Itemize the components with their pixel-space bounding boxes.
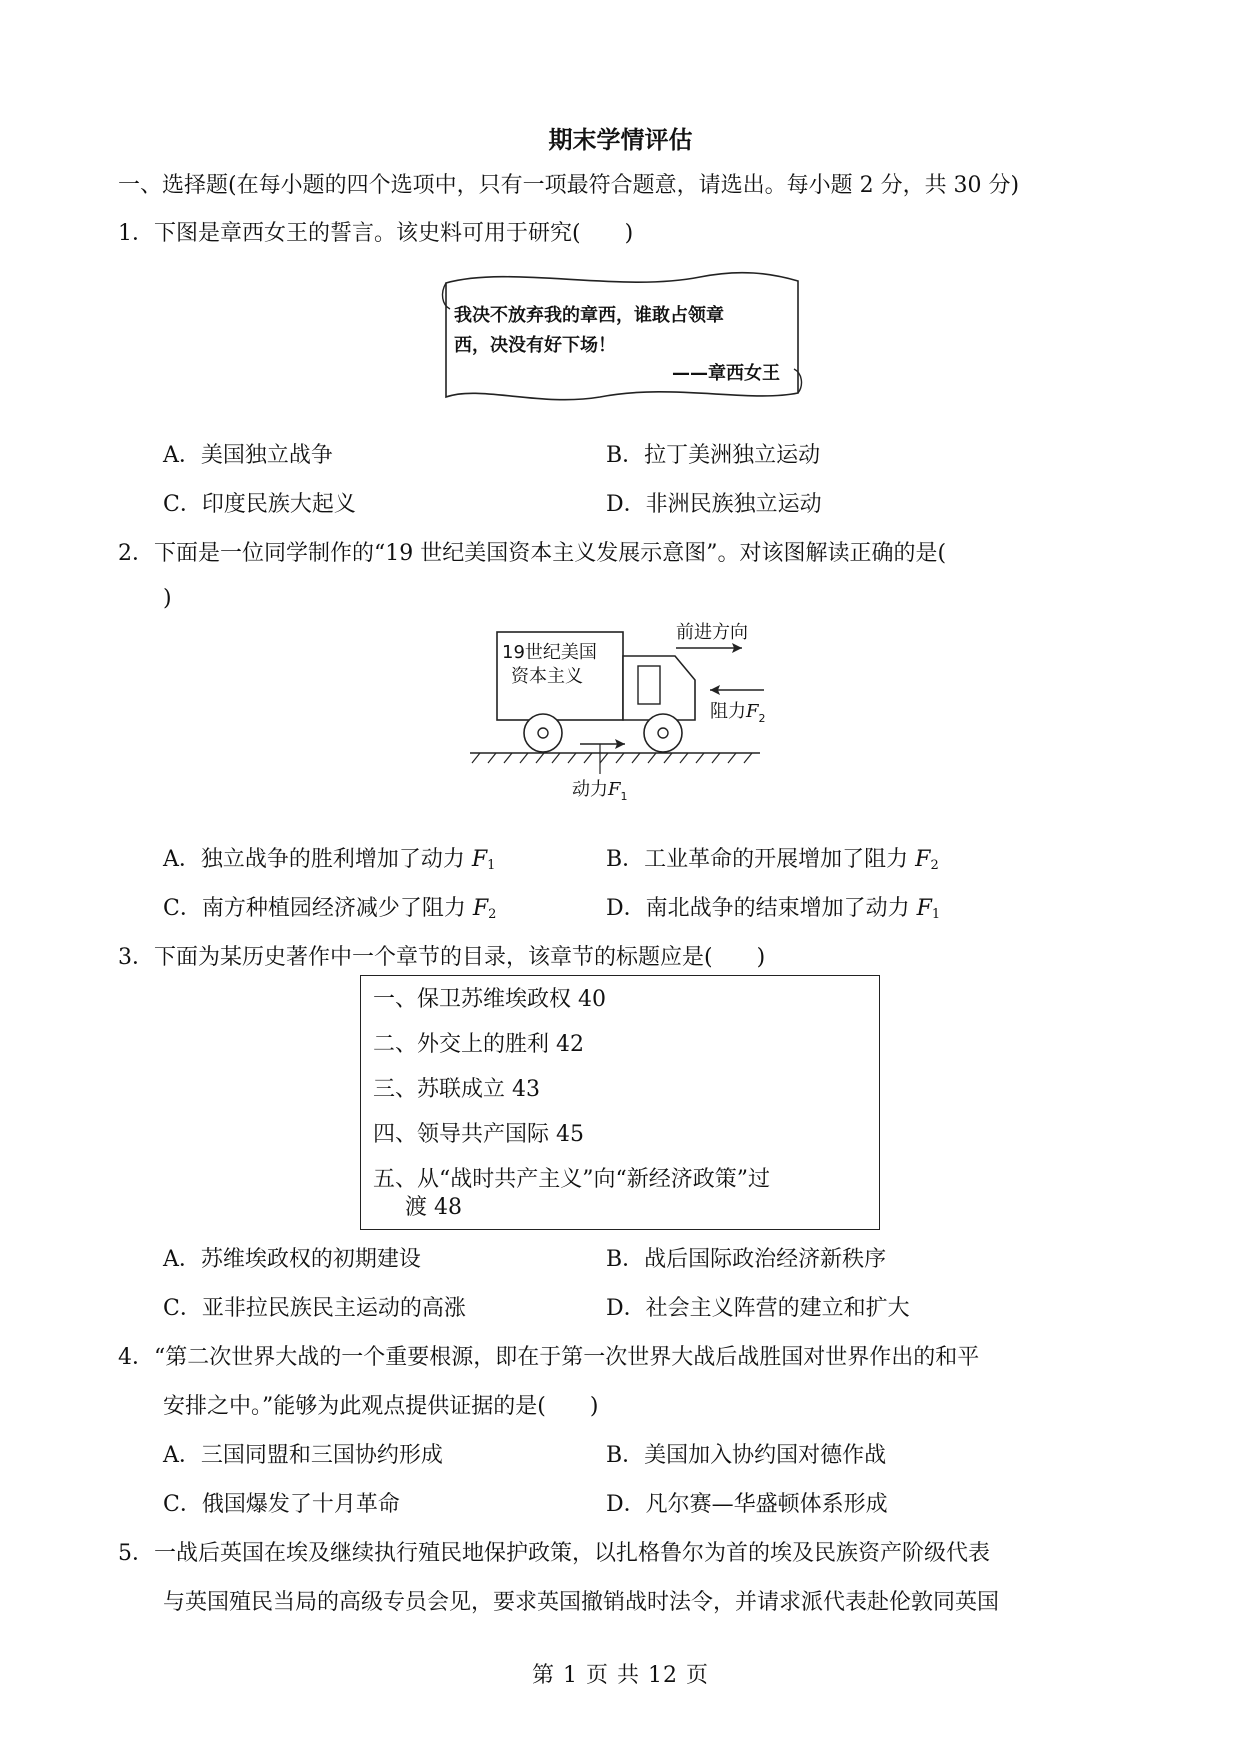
q2-option-b[interactable]: B．工业革命的开展增加了阻力 $F_2$ <box>606 847 939 873</box>
question-5-stem: 5．一战后英国在埃及继续执行殖民地保护政策，以扎格鲁尔为首的埃及民族资产阶级代表 <box>118 1541 991 1566</box>
scroll-attribution: ——章西女王 <box>672 363 780 384</box>
q4-option-a[interactable]: A．三国同盟和三国协约形成 <box>163 1443 443 1468</box>
truck-label-line-2: 资本主义 <box>511 666 583 687</box>
resistance-label: 阻力$F_2$ <box>710 701 766 725</box>
q4-option-d[interactable]: D．凡尔赛—华盛顿体系形成 <box>606 1492 888 1517</box>
q3-table-of-contents <box>360 975 880 1230</box>
q3-option-a[interactable]: A．苏维埃政权的初期建设 <box>163 1247 421 1272</box>
section-heading: 一、选择题(在每小题的四个选项中，只有一项最符合题意，请选出。每小题 2 分，共 30 分) <box>118 173 1020 198</box>
page-title: 期末学情评估 <box>548 125 693 154</box>
page-footer: 第 1 页 共 12 页 <box>532 1663 709 1688</box>
question-3-stem: 3．下面为某历史著作中一个章节的目录，该章节的标题应是( ) <box>118 945 766 970</box>
question-2-stem: 2．下面是一位同学制作的“19 世纪美国资本主义发展示意图”。对该图解读正确的是( <box>118 541 947 566</box>
q4-option-c[interactable]: C．俄国爆发了十月革命 <box>163 1492 400 1517</box>
q1-option-d[interactable]: D．非洲民族独立运动 <box>606 492 822 517</box>
q1-scroll-figure <box>440 265 805 415</box>
question-4-stem-line-2: 安排之中。”能够为此观点提供证据的是( ) <box>163 1394 599 1419</box>
q3-option-b[interactable]: B．战后国际政治经济新秩序 <box>606 1247 887 1272</box>
toc-item: 四、领导共产国际 45 <box>373 1122 584 1147</box>
question-2-stem-tail: ) <box>163 586 172 611</box>
q2-option-a[interactable]: A．独立战争的胜利增加了动力 $F_1$ <box>163 847 496 873</box>
question-5-stem-line-2: 与英国殖民当局的高级专员会见，要求英国撤销战时法令，并请求派代表赴伦敦同英国 <box>163 1590 1000 1615</box>
q2-option-c[interactable]: C．南方种植园经济减少了阻力 $F_2$ <box>163 896 497 922</box>
toc-item: 三、苏联成立 43 <box>373 1077 540 1102</box>
forward-direction-label: 前进方向 <box>676 622 748 643</box>
question-1-stem: 1．下图是章西女王的誓言。该史料可用于研究( ) <box>118 221 634 246</box>
toc-item: 一、保卫苏维埃政权 40 <box>373 987 606 1012</box>
toc-item-continuation: 渡 48 <box>405 1195 462 1220</box>
q1-option-a[interactable]: A．美国独立战争 <box>163 443 333 468</box>
q3-option-c[interactable]: C．亚非拉民族民主运动的高涨 <box>163 1296 466 1321</box>
q1-option-b[interactable]: B．拉丁美洲独立运动 <box>606 443 821 468</box>
q1-option-c[interactable]: C．印度民族大起义 <box>163 492 356 517</box>
power-label: 动力$F_1$ <box>572 779 628 803</box>
q4-option-b[interactable]: B．美国加入协约国对德作战 <box>606 1443 887 1468</box>
scroll-line-1: 我决不放弃我的章西，谁敢占领章 <box>454 305 724 326</box>
toc-item: 五、从“战时共产主义”向“新经济政策”过 <box>373 1167 770 1192</box>
question-4-stem: 4．“第二次世界大战的一个重要根源，即在于第一次世界大战后战胜国对世界作出的和平 <box>118 1345 980 1370</box>
truck-label-line-1: 19世纪美国 <box>502 642 597 663</box>
q2-option-d[interactable]: D．南北战争的结束增加了动力 $F_1$ <box>606 896 941 922</box>
q3-option-d[interactable]: D．社会主义阵营的建立和扩大 <box>606 1296 910 1321</box>
scroll-line-2: 西，决没有好下场！ <box>454 335 616 356</box>
q2-truck-diagram <box>470 620 800 810</box>
toc-item: 二、外交上的胜利 42 <box>373 1032 584 1057</box>
